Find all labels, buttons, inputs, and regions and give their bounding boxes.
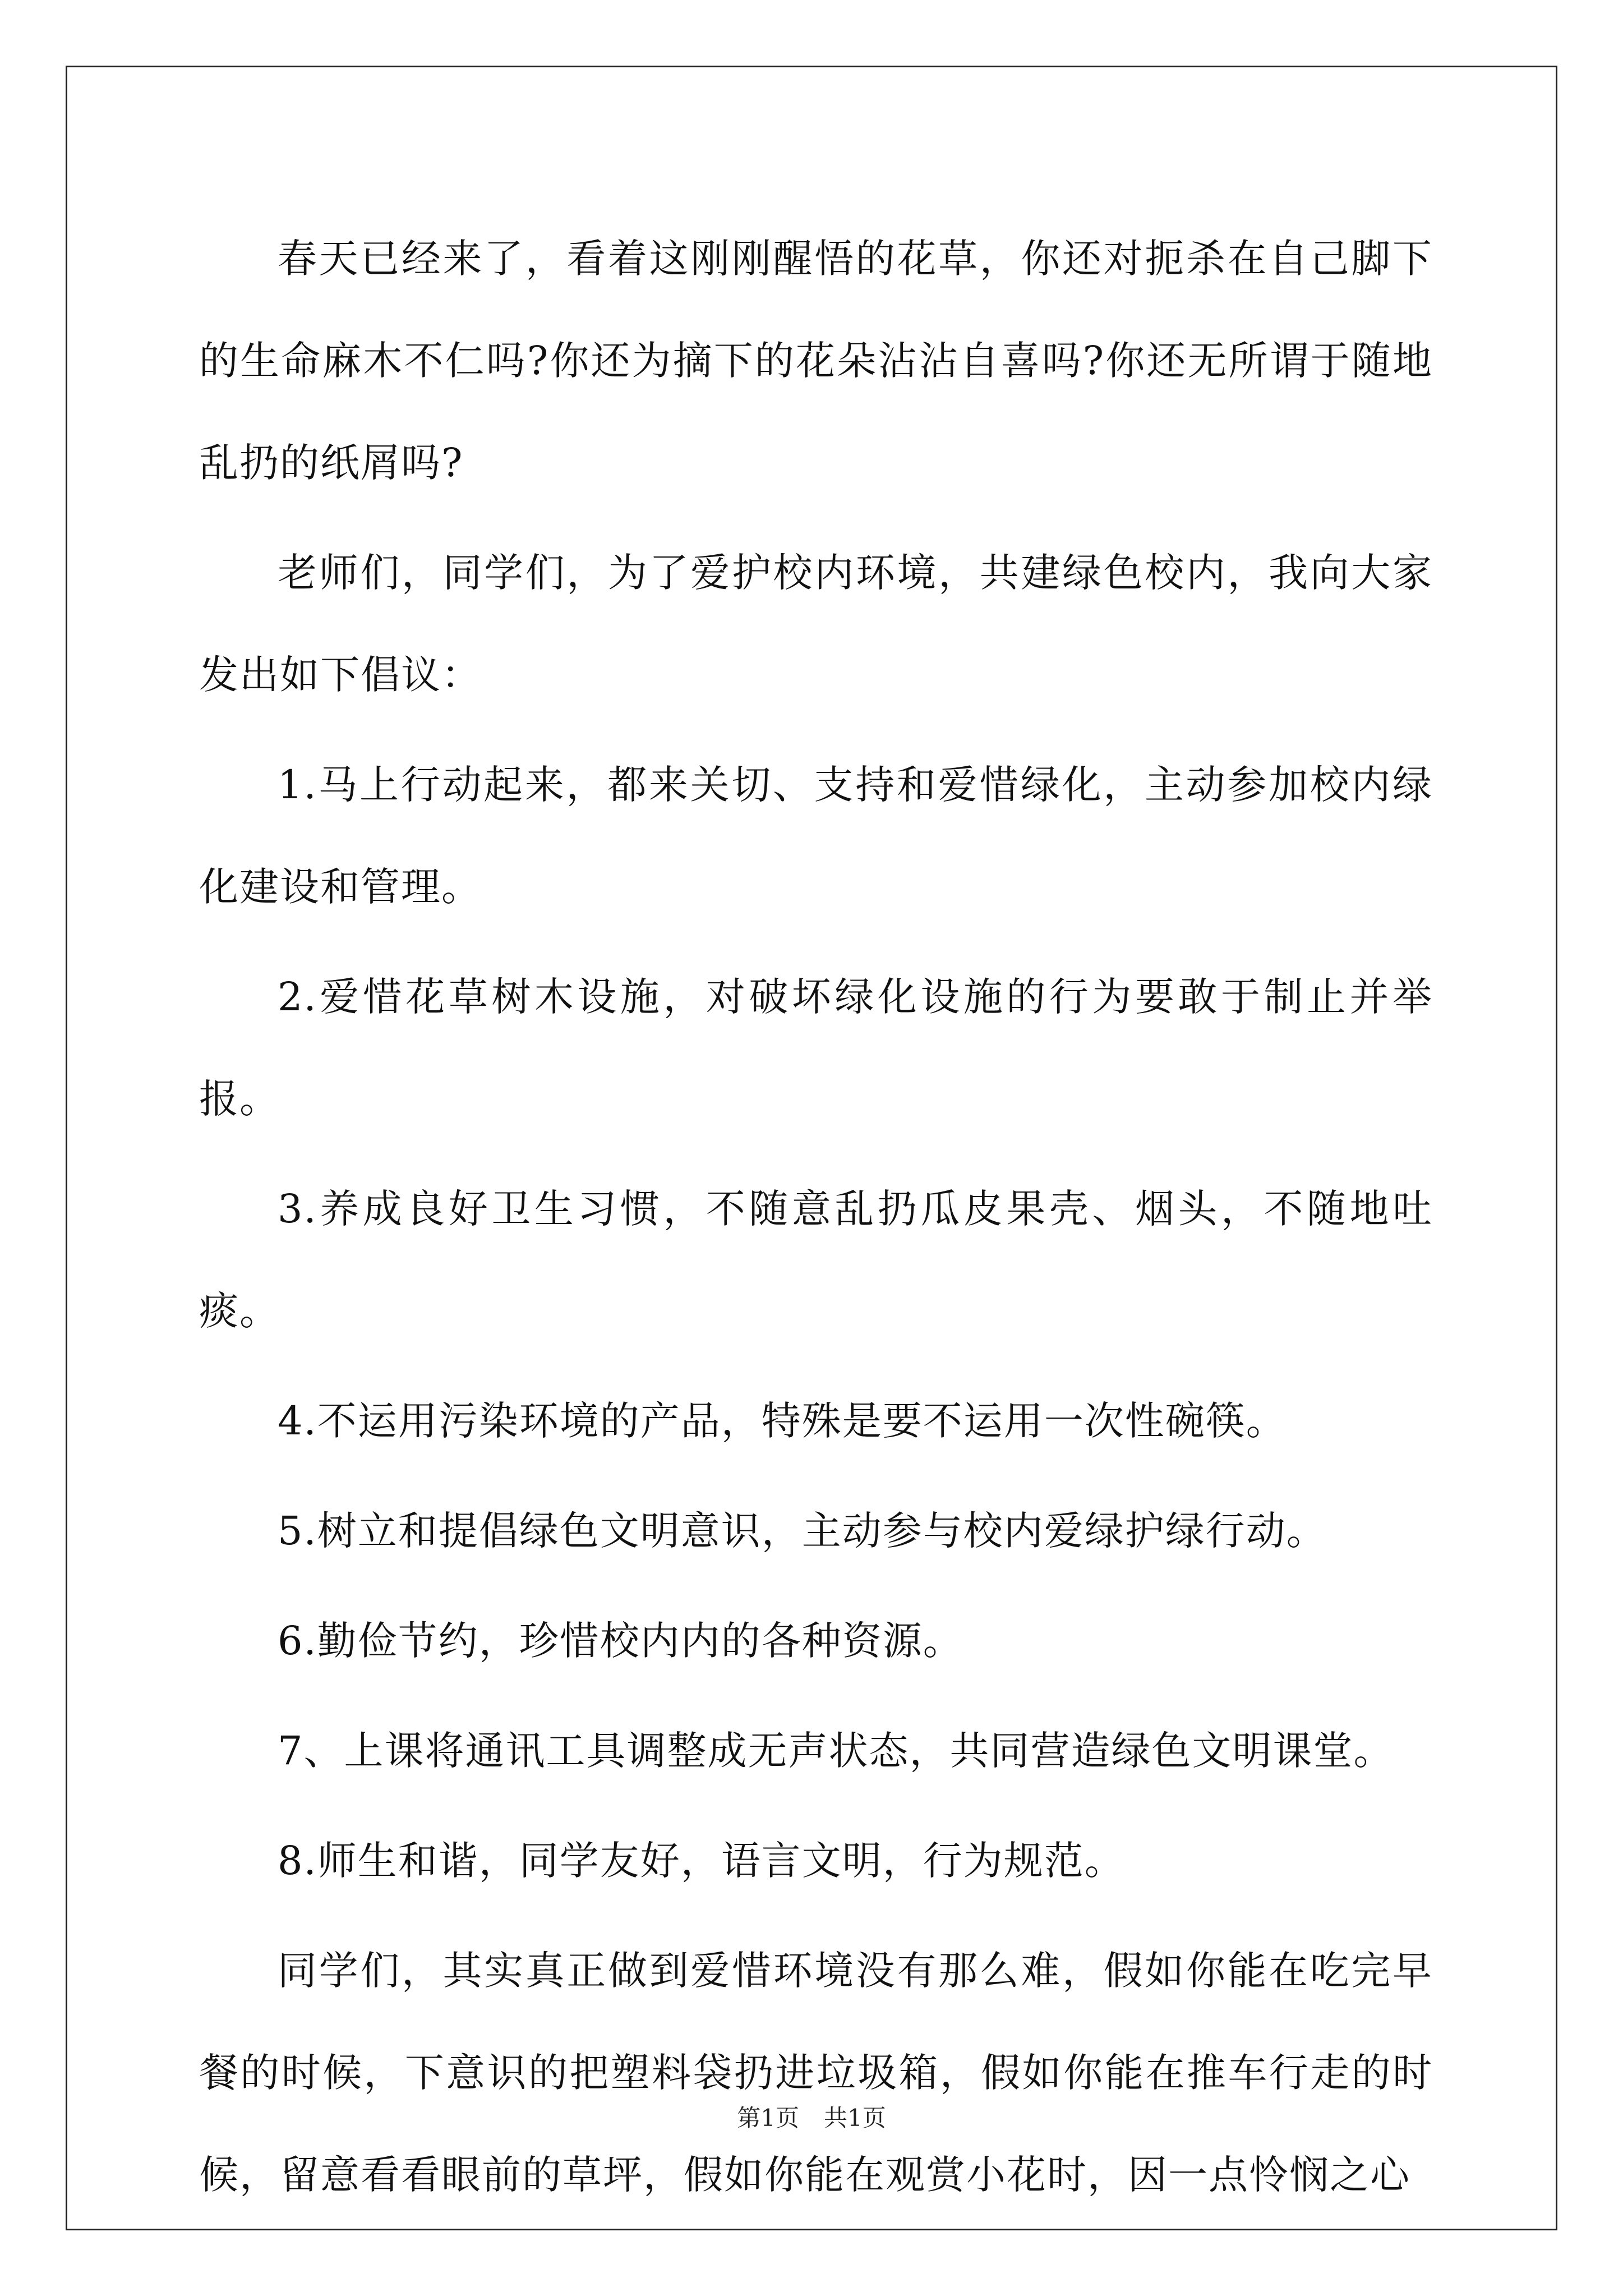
paragraph-closing: 同学们，其实真正做到爱惜环境没有那么难，假如你能在吃完早餐的时候，下意识的把塑料袋扔进垃圾箱，假如你能在推车行走的时候，留意看看眼前的草坪，假如你能在观赏小花时，因一点怜悯之心 (199, 1948, 1433, 2198)
list-item-3: 3.养成良好卫生习惯，不随意乱扔瓜皮果壳、烟头，不随地吐痰。 (199, 1186, 1433, 1334)
list-item-7: 7、上课将通讯工具调整成无声状态，共同营造绿色文明课堂。 (278, 1728, 1394, 1774)
list-item-8: 8.师生和谐，同学友好，语言文明，行为规范。 (278, 1838, 1125, 1884)
page-number: 第1页 (737, 2104, 799, 2132)
page-total: 共1页 (824, 2104, 886, 2132)
document-body (199, 208, 1433, 2234)
paragraph-proposal: 老师们，同学们，为了爱护校内环境，共建绿色校内，我向大家发出如下倡议： (199, 550, 1433, 698)
list-item-4: 4.不运用污染环境的产品，特殊是要不运用一次性碗筷。 (278, 1398, 1287, 1444)
list-item-6: 6.勤俭节约，珍惜校内内的各种资源。 (278, 1618, 963, 1664)
page-footer (0, 2101, 1623, 2135)
list-item-5: 5.树立和提倡绿色文明意识，主动参与校内爱绿护绿行动。 (278, 1508, 1327, 1554)
list-item-2: 2.爱惜花草树木设施，对破坏绿化设施的行为要敢于制止并举报。 (199, 974, 1433, 1122)
paragraph-intro: 春天已经来了，看着这刚刚醒悟的花草，你还对扼杀在自己脚下的生命麻木不仁吗?你还为摘下的花朵沾沾自喜吗?你还无所谓于随地乱扔的纸屑吗? (199, 236, 1433, 486)
list-item-1: 1.马上行动起来，都来关切、支持和爱惜绿化，主动参加校内绿化建设和管理。 (199, 762, 1433, 910)
